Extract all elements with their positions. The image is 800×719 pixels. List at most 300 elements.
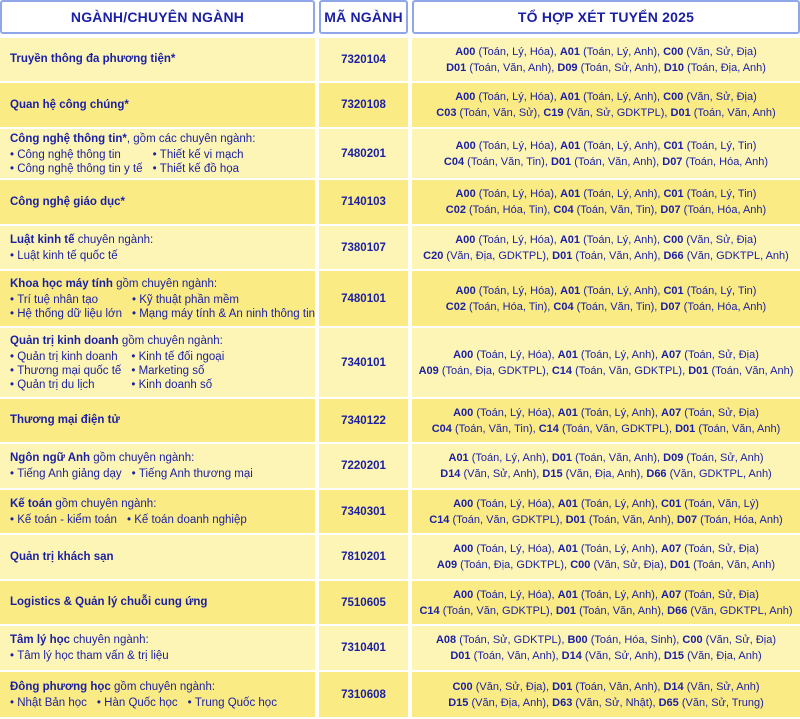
major-name: Công nghệ giáo dục* xyxy=(10,195,125,208)
major-name: Logistics & Quản lý chuỗi cung ứng xyxy=(10,596,208,608)
major-cell xyxy=(0,38,315,81)
combo-subjects: (Toán, Văn, Anh), xyxy=(574,155,663,168)
table-row xyxy=(0,399,800,444)
specialization-item: • Kỹ thuật phần mềm xyxy=(132,293,315,307)
combo-subjects: (Văn, GDKTPL, Anh) xyxy=(690,604,793,617)
combo-line xyxy=(423,248,789,264)
combo-code: A01 xyxy=(560,188,581,200)
combo-code: D01 xyxy=(565,513,586,526)
combo-code: A01 xyxy=(559,45,580,58)
combo-code: D14 xyxy=(440,468,461,480)
combo-subjects: (Toán, Lý, Anh), xyxy=(580,588,662,601)
combo-code: D09 xyxy=(663,452,684,464)
combo-subjects: (Văn, Sử, Anh), xyxy=(463,468,543,480)
major-cell xyxy=(0,535,315,579)
combos-cell xyxy=(412,38,800,81)
major-name: Thương mại điện tử xyxy=(10,414,120,426)
combo-subjects: (Toán, Văn, Anh), xyxy=(469,61,558,74)
combo-line xyxy=(455,232,757,248)
combo-code: C19 xyxy=(543,107,564,119)
specialization-list xyxy=(10,513,315,527)
combos-cell xyxy=(412,83,800,127)
combo-subjects: (Toán, Lý, Anh), xyxy=(580,406,662,419)
major-name: Công nghệ thông tin* xyxy=(10,132,127,145)
combo-code: C01 xyxy=(663,284,684,297)
table-row xyxy=(0,83,800,129)
combo-code: D01 xyxy=(552,680,573,693)
combo-code: D01 xyxy=(450,650,471,662)
combos-cell xyxy=(412,444,800,488)
combo-subjects: (Toán, Hóa, Tin), xyxy=(469,204,554,216)
combo-code: C04 xyxy=(553,300,574,313)
specialization-item: • Mạng máy tính & An ninh thông tin xyxy=(132,307,315,321)
combo-code: A00 xyxy=(453,543,474,555)
major-title xyxy=(10,497,315,512)
combo-subjects: (Toán, Văn, Anh) xyxy=(693,107,776,119)
combo-line xyxy=(453,587,759,603)
major-code: 7220201 xyxy=(341,460,386,472)
combo-code: A00 xyxy=(453,588,474,601)
combo-subjects: (Toán, Văn, Anh), xyxy=(575,680,664,693)
combo-code: C03 xyxy=(436,107,457,119)
combo-subjects: (Toán, Sử, GDKTPL), xyxy=(459,634,568,646)
combo-code: A01 xyxy=(557,348,578,361)
code-cell xyxy=(319,180,408,224)
major-cell xyxy=(0,129,315,178)
combo-subjects: (Văn, Sử, Địa) xyxy=(705,634,777,646)
specialization-item: • Kinh doanh số xyxy=(131,378,224,392)
combo-subjects: (Toán, Văn, Anh) xyxy=(711,364,794,377)
combo-code: A09 xyxy=(418,364,439,377)
combo-code: D01 xyxy=(550,155,572,168)
major-title xyxy=(10,451,315,466)
combo-subjects: (Toán, Lý, Anh), xyxy=(583,284,664,297)
table-row xyxy=(0,535,800,581)
specialization-item: • Quản trị kinh doanh xyxy=(10,350,121,364)
combo-subjects: (Toán, Lý, Tin) xyxy=(686,284,757,297)
combo-code: D66 xyxy=(646,468,667,480)
combo-subjects: (Toán, Hóa, Sinh), xyxy=(590,634,683,646)
major-code: 7480201 xyxy=(341,147,386,160)
combo-code: A08 xyxy=(435,634,457,646)
combo-code: C04 xyxy=(553,204,574,216)
table-row xyxy=(0,672,800,719)
table-row xyxy=(0,226,800,271)
table-row xyxy=(0,444,800,490)
combo-subjects: (Toán, Văn, Anh), xyxy=(575,249,664,262)
combo-subjects: (Toán, Văn, Lý) xyxy=(684,497,759,510)
major-cell xyxy=(0,581,315,624)
combo-subjects: (Toán, Lý, Anh), xyxy=(583,139,664,152)
combo-line xyxy=(453,405,759,421)
major-title xyxy=(10,52,315,67)
combo-code: D15 xyxy=(663,650,684,662)
combo-line xyxy=(446,299,766,315)
major-name: Luật kinh tế xyxy=(10,233,75,246)
combo-subjects: (Toán, Lý, Tin) xyxy=(686,188,757,200)
combo-subjects: (Toán, Sử, Địa) xyxy=(684,406,759,419)
major-cell xyxy=(0,399,315,442)
combo-code: D01 xyxy=(675,422,696,435)
major-suffix: gồm chuyên ngành: xyxy=(90,452,195,464)
combo-code: D14 xyxy=(561,650,582,662)
major-cell xyxy=(0,328,315,397)
major-code: 7510605 xyxy=(341,596,386,609)
combo-subjects: (Văn, Địa, GDKTPL), xyxy=(446,249,553,262)
code-cell xyxy=(319,38,408,81)
combo-code: C14 xyxy=(419,604,440,617)
specialization-item: • Nhật Bản học xyxy=(10,696,87,710)
combo-subjects: (Văn, Sử, Địa) xyxy=(686,91,757,103)
combo-line xyxy=(446,60,766,76)
combo-code: D63 xyxy=(552,696,573,709)
specialization-item: • Thiết kế vi mạch xyxy=(153,148,244,162)
combo-subjects: (Toán, Hóa, Tin), xyxy=(469,300,554,313)
combo-subjects: (Văn, Sử, GDKTPL), xyxy=(566,107,671,119)
combo-code: D66 xyxy=(663,249,684,262)
combo-subjects: (Toán, Lý, Hóa), xyxy=(478,45,560,58)
major-code: 7480101 xyxy=(341,292,386,305)
combo-code: D01 xyxy=(551,452,573,464)
major-cell xyxy=(0,83,315,127)
table-row xyxy=(0,180,800,226)
combo-subjects: (Toán, Lý, Hóa), xyxy=(476,406,558,419)
major-cell xyxy=(0,271,315,326)
combo-subjects: (Toán, Văn, Tin), xyxy=(454,422,539,435)
combo-line xyxy=(432,421,781,437)
major-suffix: , gồm các chuyên ngành: xyxy=(126,132,256,145)
combo-subjects: (Toán, Văn, Sử), xyxy=(459,107,544,119)
major-title xyxy=(10,277,315,292)
combo-subjects: (Toán, Văn, Anh) xyxy=(698,422,781,435)
combo-subjects: (Văn, Sử, Anh), xyxy=(584,650,664,662)
combo-subjects: (Toán, Lý, Anh), xyxy=(583,188,664,200)
major-suffix: gồm chuyên ngành: xyxy=(110,680,216,693)
combo-subjects: (Văn, Sử, Nhật), xyxy=(575,696,659,709)
combo-code: C04 xyxy=(431,422,452,435)
combo-code: A01 xyxy=(559,91,580,103)
combo-line xyxy=(419,603,792,619)
combo-code: A07 xyxy=(661,588,682,601)
major-name: Ngôn ngữ Anh xyxy=(10,452,91,464)
combo-code: C01 xyxy=(663,188,684,200)
combo-code: C00 xyxy=(570,559,591,571)
combos-cell xyxy=(412,581,800,624)
combo-code: D10 xyxy=(663,61,684,74)
combo-subjects: (Toán, Lý, Anh), xyxy=(580,348,662,361)
combo-subjects: (Toán, Lý, Hóa), xyxy=(476,543,558,555)
combo-subjects: (Văn, Sử, Địa) xyxy=(686,45,757,58)
major-name: Kế toán xyxy=(10,497,53,510)
combo-subjects: (Văn, Sử, Địa), xyxy=(475,680,553,693)
combo-code: D15 xyxy=(542,468,563,480)
combo-subjects: (Toán, Sử, Anh) xyxy=(686,452,764,464)
combo-subjects: (Toán, Hóa, Anh) xyxy=(683,300,767,313)
combo-subjects: (Văn, Địa, Anh), xyxy=(565,468,647,480)
combo-code: D65 xyxy=(658,696,679,709)
major-title xyxy=(10,334,315,349)
combo-code: C00 xyxy=(663,45,684,58)
combo-subjects: (Toán, Địa, Anh) xyxy=(687,61,766,74)
combo-line xyxy=(453,347,759,363)
combo-subjects: (Toán, Văn, Anh), xyxy=(575,452,664,464)
major-name: Truyền thông đa phương tiện* xyxy=(10,53,176,65)
combo-code: A00 xyxy=(455,139,476,152)
major-code: 7320108 xyxy=(341,99,386,111)
combos-cell xyxy=(412,180,800,224)
combo-code: A00 xyxy=(455,233,476,246)
combo-code: A01 xyxy=(560,284,581,297)
combo-subjects: (Toán, Sử, Địa) xyxy=(684,543,759,555)
header-combos: TỔ HỢP XÉT TUYỂN 2025 xyxy=(412,0,800,34)
combo-subjects: (Toán, Văn, GDKTPL), xyxy=(442,604,556,617)
combo-subjects: (Toán, Hóa, Anh) xyxy=(685,155,769,168)
combo-subjects: (Toán, Hóa, Anh) xyxy=(700,513,783,526)
specialization-list xyxy=(10,467,315,481)
combo-code: D07 xyxy=(676,513,698,526)
combo-code: A07 xyxy=(661,543,682,555)
combo-code: C00 xyxy=(663,91,684,103)
major-name: Đông phương học xyxy=(10,680,111,693)
combo-line xyxy=(449,450,764,466)
combo-subjects: (Toán, Lý, Hóa), xyxy=(476,348,558,361)
combo-subjects: (Văn, Địa, Anh), xyxy=(471,696,553,709)
combos-cell xyxy=(412,226,800,269)
major-name: Khoa học máy tính xyxy=(10,277,113,290)
combo-code: A01 xyxy=(557,588,578,601)
specialization-item: • Tâm lý học tham vấn & trị liệu xyxy=(10,649,169,663)
combo-code: A09 xyxy=(436,559,458,571)
combo-subjects: (Văn, Địa, Anh) xyxy=(687,650,762,662)
major-name: Quan hệ công chúng* xyxy=(10,98,129,111)
combo-code: A01 xyxy=(448,452,469,464)
combos-cell xyxy=(412,672,800,717)
combo-subjects: (Toán, Lý, Anh), xyxy=(471,452,552,464)
combos-cell xyxy=(412,490,800,533)
combo-subjects: (Toán, Văn, GDKTPL), xyxy=(575,364,689,377)
code-cell xyxy=(319,444,408,488)
combo-subjects: (Toán, Văn, GDKTPL), xyxy=(452,513,566,526)
major-code: 7340101 xyxy=(341,356,386,369)
combo-code: C01 xyxy=(661,497,682,510)
combo-subjects: (Toán, Văn, Tin), xyxy=(576,300,661,313)
combo-line xyxy=(450,648,761,664)
combo-code: D01 xyxy=(670,107,691,119)
code-cell xyxy=(319,271,408,326)
major-cell xyxy=(0,226,315,269)
major-code: 7810201 xyxy=(341,551,386,563)
specialization-list xyxy=(10,649,315,663)
specialization-item: • Quản trị du lịch xyxy=(10,378,121,392)
combo-line xyxy=(455,89,757,105)
combo-code: C02 xyxy=(445,204,466,216)
table-row xyxy=(0,626,800,672)
specialization-item: • Hàn Quốc học xyxy=(97,696,178,710)
combo-code: A00 xyxy=(455,188,476,200)
specialization-item: • Thương mại quốc tế xyxy=(10,364,121,378)
combo-code: A01 xyxy=(559,233,580,246)
table-row xyxy=(0,581,800,626)
code-cell xyxy=(319,328,408,397)
combo-line xyxy=(456,138,757,154)
specialization-list xyxy=(10,293,315,321)
major-code: 7340122 xyxy=(341,414,386,427)
combo-subjects: (Toán, Lý, Hóa), xyxy=(478,139,561,152)
combo-subjects: (Văn, Sử, Anh) xyxy=(686,680,760,693)
major-code: 7140103 xyxy=(341,196,386,208)
specialization-item: • Thiết kế đồ họa xyxy=(153,162,244,176)
combo-subjects: (Toán, Địa, GDKTPL), xyxy=(441,364,552,377)
combo-code: A01 xyxy=(557,406,578,419)
combos-cell xyxy=(412,626,800,670)
combo-code: D01 xyxy=(669,559,691,571)
major-code: 7320104 xyxy=(341,53,386,66)
combo-subjects: (Toán, Lý, Hóa), xyxy=(476,588,558,601)
major-title xyxy=(10,595,315,610)
code-cell xyxy=(319,399,408,442)
major-title xyxy=(10,550,315,565)
combo-subjects: (Toán, Văn, Anh), xyxy=(588,513,677,526)
combo-line xyxy=(436,105,775,121)
combo-subjects: (Toán, Lý, Anh), xyxy=(583,91,664,103)
major-suffix: gồm chuyên ngành: xyxy=(118,334,223,347)
table-header xyxy=(0,0,800,38)
major-suffix: gồm chuyên ngành: xyxy=(112,277,218,290)
combo-subjects: (Toán, Lý, Hóa), xyxy=(478,233,560,246)
combo-line xyxy=(436,632,776,648)
table-body xyxy=(0,38,800,719)
specialization-item: • Hệ thống dữ liệu lớn xyxy=(10,307,122,321)
combos-cell xyxy=(412,328,800,397)
combo-line xyxy=(453,496,759,512)
combo-code: D66 xyxy=(667,604,688,617)
combo-code: B00 xyxy=(567,634,588,646)
combo-code: C04 xyxy=(443,155,465,168)
major-title xyxy=(10,633,315,648)
table-row xyxy=(0,490,800,535)
combo-line xyxy=(437,557,775,573)
combos-cell xyxy=(412,129,800,178)
combo-line xyxy=(456,283,757,299)
major-name: Quản trị khách sạn xyxy=(10,550,114,563)
combo-subjects: (Toán, Lý, Hóa), xyxy=(478,91,560,103)
code-cell xyxy=(319,581,408,624)
combo-code: D14 xyxy=(663,680,684,693)
combo-subjects: (Toán, Văn, Anh), xyxy=(473,650,562,662)
major-suffix: gồm chuyên ngành: xyxy=(52,497,157,510)
combo-line xyxy=(440,466,771,482)
combo-code: A07 xyxy=(661,406,682,419)
combo-code: D01 xyxy=(552,249,573,262)
combo-subjects: (Văn, GDKTPL, Anh) xyxy=(669,468,772,480)
major-cell xyxy=(0,444,315,488)
specialization-item: • Luật kinh tế quốc tế xyxy=(10,249,118,263)
major-cell xyxy=(0,626,315,670)
combo-subjects: (Toán, Lý, Anh), xyxy=(580,543,662,555)
combo-code: D09 xyxy=(557,61,578,74)
code-cell xyxy=(319,83,408,127)
combo-line xyxy=(453,541,759,557)
major-code: 7340301 xyxy=(341,505,386,518)
major-cell xyxy=(0,490,315,533)
table-row xyxy=(0,328,800,399)
combo-code: A07 xyxy=(661,348,682,361)
combo-code: D07 xyxy=(662,155,683,168)
combo-line xyxy=(429,512,782,528)
specialization-item: • Kế toán doanh nghiệp xyxy=(127,513,247,527)
specialization-item: • Marketing số xyxy=(131,364,224,378)
major-cell xyxy=(0,672,315,717)
combos-cell xyxy=(412,399,800,442)
table-row xyxy=(0,38,800,83)
combo-line xyxy=(419,363,794,379)
combo-subjects: (Văn, Sử, Địa) xyxy=(686,233,757,246)
major-name: Tâm lý học xyxy=(10,634,71,646)
combo-code: A00 xyxy=(453,497,474,510)
combo-line xyxy=(455,44,757,60)
combo-code: C20 xyxy=(423,249,444,262)
major-code: 7310401 xyxy=(341,642,386,654)
specialization-list xyxy=(10,249,315,263)
combo-line xyxy=(444,154,768,170)
combo-subjects: (Toán, Lý, Anh), xyxy=(583,45,664,58)
major-suffix: chuyên ngành: xyxy=(70,634,149,646)
combo-subjects: (Toán, Địa, GDKTPL), xyxy=(460,559,571,571)
combo-code: C14 xyxy=(538,422,559,435)
specialization-list xyxy=(10,696,315,710)
major-title xyxy=(10,98,315,113)
combo-code: A00 xyxy=(453,406,474,419)
code-cell xyxy=(319,672,408,717)
combo-code: D01 xyxy=(446,61,467,74)
major-cell xyxy=(0,180,315,224)
combo-code: A01 xyxy=(557,497,578,510)
major-title xyxy=(10,195,315,210)
code-cell xyxy=(319,535,408,579)
combo-code: C01 xyxy=(663,139,684,152)
combo-code: A00 xyxy=(453,348,474,361)
specialization-item: • Công nghệ thông tin y tế xyxy=(10,162,143,176)
specialization-item: • Tiếng Anh giảng dạy xyxy=(10,467,122,481)
combo-code: D07 xyxy=(660,204,681,216)
major-suffix: chuyên ngành: xyxy=(74,233,154,246)
combo-subjects: (Toán, Lý, Anh), xyxy=(580,497,662,510)
combo-subjects: (Toán, Văn, GDKTPL), xyxy=(561,422,676,435)
combo-subjects: (Văn, GDKTPL, Anh) xyxy=(686,249,789,262)
combo-code: A00 xyxy=(455,284,476,297)
combo-code: C14 xyxy=(429,513,450,526)
combo-line xyxy=(452,679,759,695)
specialization-item: • Trung Quốc học xyxy=(188,696,277,710)
combo-subjects: (Toán, Lý, Hóa), xyxy=(478,284,561,297)
specialization-item: • Kế toán - kiểm toán xyxy=(10,513,117,527)
combo-subjects: (Toán, Sử, Địa) xyxy=(684,588,759,601)
code-cell xyxy=(319,226,408,269)
major-title xyxy=(10,233,315,248)
combo-subjects: (Toán, Sử, Anh), xyxy=(580,61,664,74)
table-row xyxy=(0,129,800,180)
combo-subjects: (Văn, Sử, Địa), xyxy=(593,559,670,571)
combo-code: D07 xyxy=(660,300,681,313)
combo-code: D01 xyxy=(555,604,577,617)
specialization-item: • Tiếng Anh thương mại xyxy=(132,467,253,481)
combo-code: D01 xyxy=(688,364,709,377)
table-row xyxy=(0,271,800,328)
combo-line xyxy=(448,695,764,711)
combo-code: C02 xyxy=(445,300,466,313)
specialization-list xyxy=(10,148,315,176)
combo-code: A00 xyxy=(455,91,476,103)
